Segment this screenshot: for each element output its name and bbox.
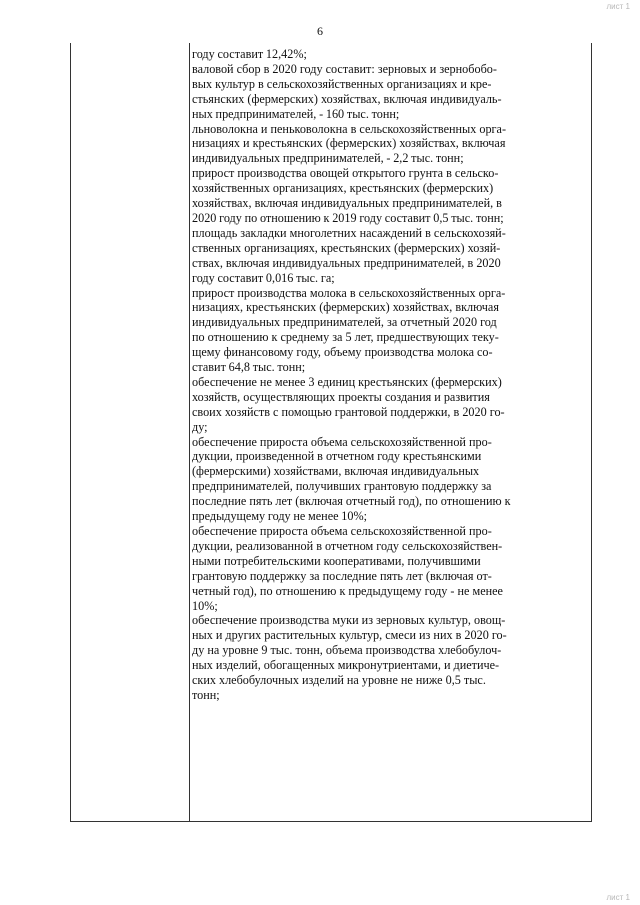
text-line: грантовую поддержку за последние пять лет (включая от- — [192, 568, 492, 583]
text-line: прирост производства овощей открытого грунта в сельско- — [192, 166, 499, 181]
page-number: 6 — [317, 24, 323, 38]
corner-mark-top: лист 1 — [606, 2, 630, 11]
text-line: ских хлебобулочных изделий на уровне не ниже 0,5 тыс. — [192, 673, 486, 688]
text-line: году составит 0,016 тыс. га; — [192, 270, 335, 285]
text-line: ных изделий, обогащенных микронутриентами, и диетиче- — [192, 658, 500, 673]
paragraph — [192, 524, 589, 613]
text-line: вых культур в сельскохозяйственных организациях и кре- — [192, 76, 492, 91]
text-line: хозяйств, осуществляющих проекты создания и развития — [192, 389, 490, 404]
text-line: ставит 64,8 тыс. тонн; — [192, 360, 306, 375]
paragraph — [192, 122, 589, 167]
text-line: предпринимателей, получивших грантовую поддержку за — [192, 479, 492, 494]
text-line: обеспечение прироста объема сельскохозяйственной про- — [192, 524, 492, 538]
text-line: ду на уровне 9 тыс. тонн, объема производства хлебобулоч- — [192, 643, 502, 658]
paragraph — [192, 47, 589, 62]
paragraph — [192, 62, 589, 122]
column-divider — [189, 43, 190, 821]
text-line: индивидуальных предпринимателей, за отчетный 2020 год — [192, 315, 497, 330]
text-line: 2020 году по отношению к 2019 году составит 0,5 тыс. тонн; — [192, 210, 504, 225]
document-table — [70, 43, 592, 822]
text-line: щему финансовому году, объему производства молока со- — [192, 345, 493, 360]
text-line: ных предпринимателей, - 160 тыс. тонн; — [192, 106, 400, 121]
text-line: ными потребительскими кооперативами, получившими — [192, 553, 481, 568]
paragraph — [192, 613, 589, 702]
paragraph — [192, 226, 589, 286]
text-line: низациях и крестьянских (фермерских) хозяйствах, включая — [192, 136, 506, 151]
text-line: валовой сбор в 2020 году составит: зерновых и зернобобо- — [192, 61, 497, 76]
text-line: обеспечение производства муки из зерновых культур, овощ- — [192, 613, 506, 628]
text-line: хозяйственных организациях, крестьянских (фермерских) — [192, 181, 494, 196]
text-line: году составит 12,42%; — [192, 47, 307, 61]
text-line: низациях, крестьянских (фермерских) хозяйствах, включая — [192, 300, 499, 315]
paragraph — [192, 286, 589, 375]
text-line: хозяйствах, включая индивидуальных предпринимателей, в — [192, 196, 502, 211]
text-line: льноволокна и пеньковолокна в сельскохозяйственных орга- — [192, 121, 507, 136]
text-line: стьянских (фермерских) хозяйствах, включая индивидуаль- — [192, 91, 502, 106]
text-line: дукции, произведенной в отчетном году крестьянскими — [192, 449, 482, 464]
text-line: своих хозяйств с помощью грантовой поддержки, в 2020 го- — [192, 404, 505, 419]
paragraph — [192, 166, 589, 226]
text-line: ду; — [192, 419, 208, 434]
text-line: индивидуальных предпринимателей, - 2,2 тыс. тонн; — [192, 151, 464, 166]
text-line: 10%; — [192, 598, 218, 613]
text-line: дукции, реализованной в отчетном году сельскохозяйствен- — [192, 538, 503, 553]
text-line: (фермерскими) хозяйствами, включая индивидуальных — [192, 464, 480, 479]
table-text-cell — [192, 47, 589, 703]
text-line: обеспечение не менее 3 единиц крестьянских (фермерских) — [192, 374, 502, 389]
text-line: ственных организациях, крестьянских (фермерских) хозяй- — [192, 240, 501, 255]
paragraph — [192, 375, 589, 435]
text-line: ных и других растительных культур, смеси из них в 2020 го- — [192, 628, 507, 643]
text-line: ствах, включая индивидуальных предпринимателей, в 2020 — [192, 255, 501, 270]
text-line: последние пять лет (включая отчетный год), по отношению к — [192, 494, 511, 509]
text-line: предыдущему году не менее 10%; — [192, 509, 367, 524]
text-line: площадь закладки многолетних насаждений в сельскохозяй- — [192, 225, 506, 240]
paragraph — [192, 435, 589, 524]
corner-mark-bottom: лист 1 — [606, 893, 630, 902]
text-line: четный год), по отношению к предыдущему году - не менее — [192, 583, 503, 598]
text-line: обеспечение прироста объема сельскохозяйственной про- — [192, 434, 492, 449]
text-line: тонн; — [192, 687, 220, 702]
text-line: прирост производства молока в сельскохозяйственных орга- — [192, 285, 506, 300]
text-line: по отношению к среднему за 5 лет, предшествующих теку- — [192, 330, 499, 345]
